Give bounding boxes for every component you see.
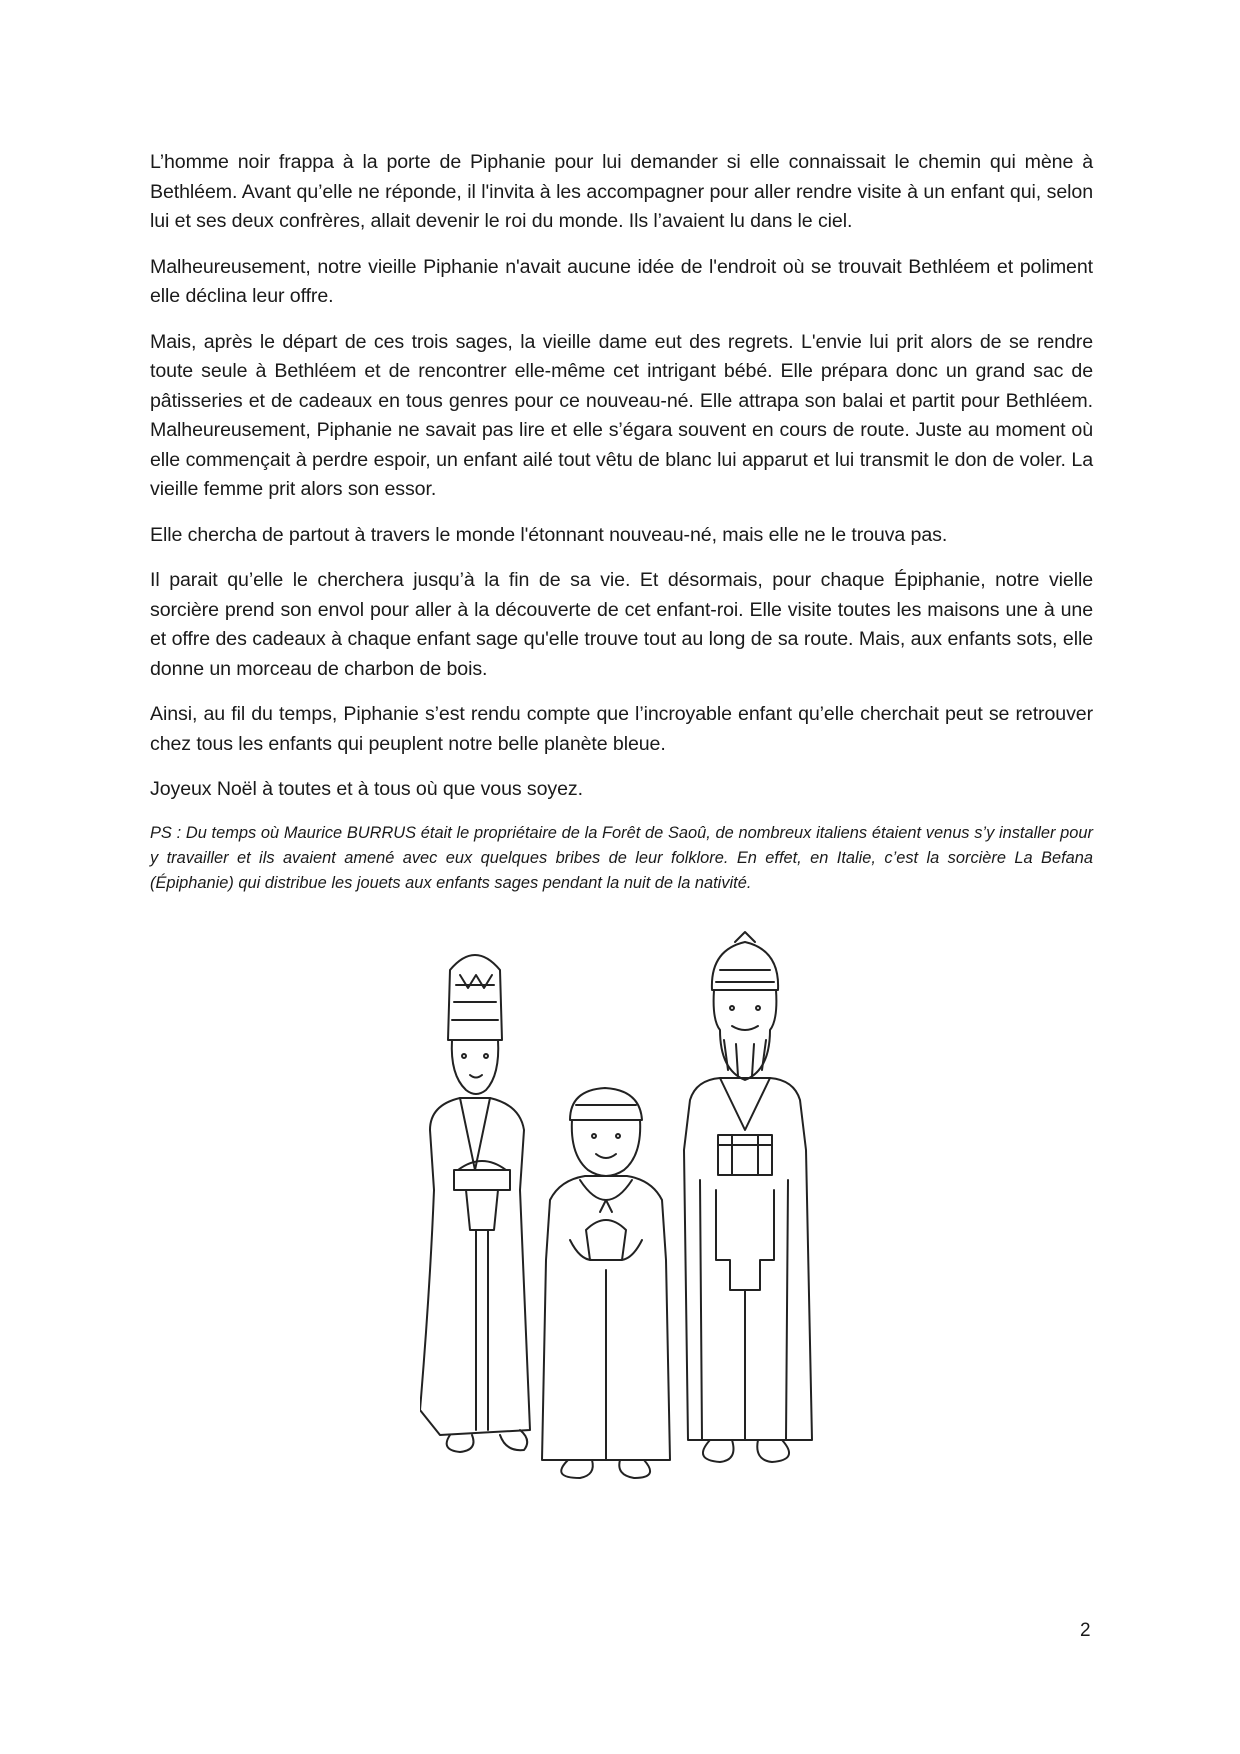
paragraph-3: Mais, après le départ de ces trois sages, la vieille dame eut des regrets. L'envie lui prit alors de se rendre toute seule à Bethléem et de rencontrer elle-même cet intrigant bébé. Elle prépara donc un grand sac de pâtisseries et de cadeaux en tous genres pour ce nouveau-né. Elle attrapa son balai et partit pour Bethléem. Malheureusement, Piphanie ne savait pas lire et elle s’égara souvent en cours de route. Juste au moment où elle commençait à perdre espoir, un enfant ailé tout vêtu de blanc lui apparut et lui transmit le don de voler. La vieille femme prit alors son essor. — [150, 330, 1093, 500]
paragraph-4: Elle chercha de partout à travers le monde l'étonnant nouveau-né, mais elle ne le trouva pas. — [150, 523, 948, 546]
right-wise-man-figure — [684, 932, 812, 1462]
left-wise-man-figure — [420, 955, 530, 1452]
paragraph-2: Malheureusement, notre vieille Piphanie n'avait aucune idée de l'endroit où se trouvait Bethléem et poliment elle déclina leur offre. — [150, 255, 1093, 307]
page-body — [150, 148, 1093, 896]
postscript: PS : Du temps où Maurice BURRUS était le propriétaire de la Forêt de Saoû, de nombreux italiens étaient venus s’y installer pour y travailler et ils avaient amené avec eux quelques bribes de leur folklore. En effet, en Italie, c’est la sorcière La Befana (Épiphanie) qui distribue les jouets aux enfants sages pendant la nuit de la nativité. — [150, 823, 1093, 892]
page-number: 2 — [1080, 1620, 1091, 1641]
three-wise-men-illustration — [420, 930, 840, 1490]
paragraph-1: L’homme noir frappa à la porte de Piphanie pour lui demander si elle connaissait le chemin qui mène à Bethléem. Avant qu’elle ne réponde, il l'invita à les accompagner pour aller rendre visite à un enfant qui, selon lui et ses deux confrères, allait devenir le roi du monde. Ils l’avaient lu dans le ciel. — [150, 151, 1093, 232]
paragraph-7: Joyeux Noël à toutes et à tous où que vous soyez. — [150, 778, 583, 800]
paragraph-5: Il parait qu’elle le cherchera jusqu’à la fin de sa vie. Et désormais, pour chaque Épiphanie, notre vielle sorcière prend son envol pour aller à la découverte de cet enfant-roi. Elle visite toutes les maisons une à une et offre des cadeaux à chaque enfant sage qu'elle trouve tout au long de sa route. Mais, aux enfants sots, elle donne un morceau de charbon de bois. — [150, 569, 1093, 680]
paragraph-6: Ainsi, au fil du temps, Piphanie s’est rendu compte que l’incroyable enfant qu’elle cherchait peut se retrouver chez tous les enfants qui peuplent notre belle planète bleue. — [150, 703, 1093, 755]
middle-wise-man-figure — [542, 1088, 670, 1478]
